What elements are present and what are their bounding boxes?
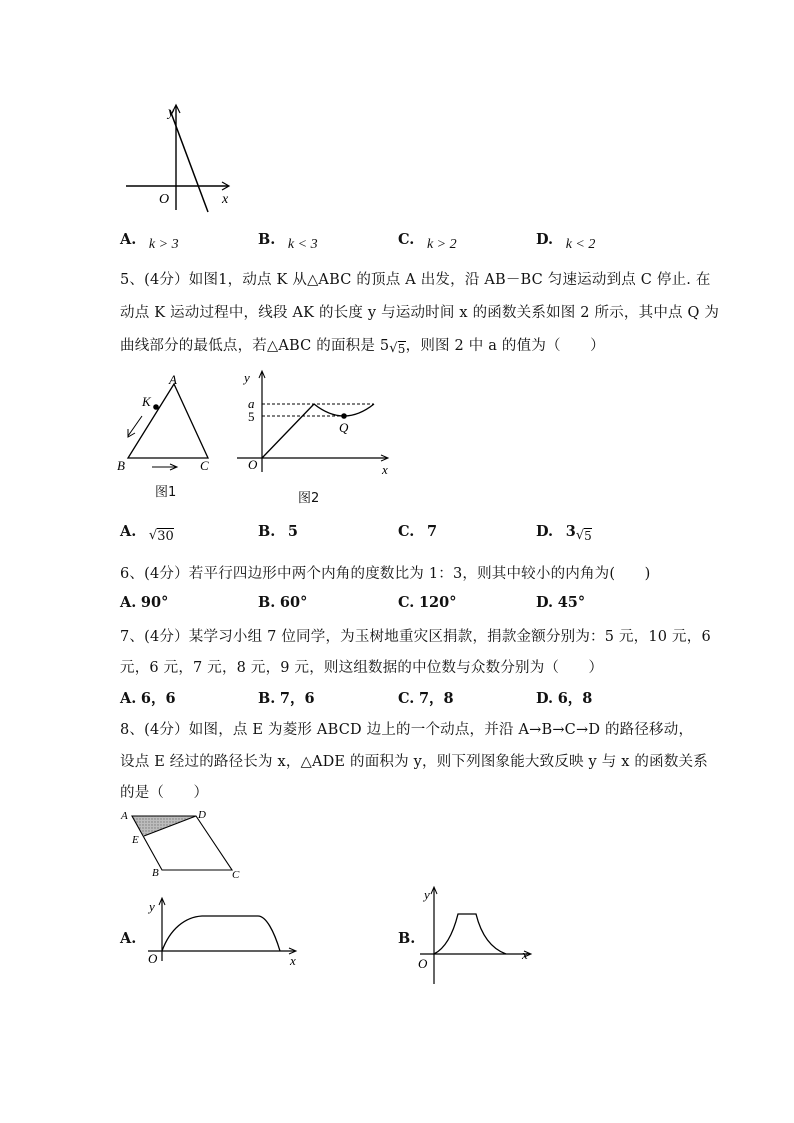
option-label: D. (536, 594, 554, 611)
q4-option-c[interactable] (398, 231, 457, 252)
option-text: 90° (140, 594, 169, 611)
q7-option-d[interactable] (536, 687, 592, 708)
rhombus-label-d: D (198, 809, 206, 821)
q5-figure-1-caption: 图1 (155, 485, 177, 500)
q6-option-b[interactable] (258, 594, 307, 611)
q7-option-c[interactable] (398, 687, 454, 708)
q7-option-b[interactable] (258, 687, 315, 708)
option-text: 120° (418, 594, 457, 611)
fig2-rising-line (262, 404, 314, 458)
q8-option-b-label[interactable]: B. (398, 930, 416, 947)
label-k: K (142, 394, 151, 409)
option-label: A. (120, 523, 137, 540)
fig2-y-label: y (244, 370, 250, 385)
fig2-o-label: O (248, 457, 258, 472)
q8-option-a-label[interactable]: A. (120, 930, 137, 947)
q5-option-c[interactable] (398, 523, 437, 540)
option-label: C. (398, 594, 415, 611)
rhombus-label-c: C (232, 869, 240, 881)
point-k (153, 404, 159, 410)
label-a: A (169, 372, 177, 387)
option-text: 6，6 (140, 690, 176, 707)
option-text: 6，8 (557, 690, 593, 707)
q4-graph (118, 100, 248, 215)
option-sqrt-text: 5 (584, 529, 592, 543)
label-c: C (200, 458, 209, 472)
option-label: C. (398, 523, 415, 540)
rhombus-label-e: E (132, 834, 139, 846)
option-label: D. (536, 690, 554, 707)
option-b-y-label: y (424, 887, 430, 902)
q8-option-b-graph[interactable] (412, 882, 547, 987)
option-text: 5 (287, 523, 299, 540)
q4-x-label: x (222, 192, 229, 207)
fig2-5-label: 5 (248, 409, 255, 424)
option-text: 3 (565, 523, 576, 540)
option-text: 45° (557, 594, 586, 611)
fig2-q-label: Q (339, 420, 349, 435)
option-b-x-label: x (522, 947, 528, 962)
q5-figure-2-caption: 图2 (298, 491, 320, 506)
option-label: C. (398, 690, 415, 707)
q5-option-a[interactable] (120, 523, 174, 544)
sqrt-symbol: √ (148, 528, 158, 543)
q4-origin-label: O (159, 192, 170, 207)
option-label: D. (536, 523, 554, 540)
option-text: k < 2 (565, 237, 596, 252)
q6-text-line-1: 6、(4分）若平行四边形中两个内角的度数比为 1：3，则其中较小的内角为( ) (120, 566, 651, 582)
option-label: B. (258, 690, 276, 707)
q5-text-line-2: 动点 K 运动过程中，线段 AK 的长度 y 与运动时间 x 的函数关系如图 2 所示，其中点 Q 为 (120, 305, 720, 321)
option-text: 7，6 (279, 690, 315, 707)
option-a-curve (162, 916, 280, 951)
option-label: A. (120, 594, 137, 611)
option-a-x-label: x (290, 953, 296, 968)
option-b-o-label: O (418, 956, 428, 971)
q8-text-line-1: 8、(4分）如图，点 E 为菱形 ABCD 边上的一个动点，并沿 A→B→C→D 的路径移动， (120, 722, 694, 738)
q4-option-a[interactable] (120, 231, 179, 252)
sqrt-symbol: √ (389, 341, 398, 356)
q8-text-line-2: 设点 E 经过的路径长为 x，△ADE 的面积为 y，则下列图象能大致反映 y 与 x 的函数关系 (120, 754, 708, 770)
option-label: D. (536, 231, 554, 248)
option-b-curve (434, 914, 506, 954)
q5-figure-2 (232, 366, 397, 478)
option-text: 60° (279, 594, 308, 611)
option-label: B. (258, 594, 276, 611)
q4-option-d[interactable] (536, 231, 596, 252)
option-text: k < 3 (287, 237, 318, 252)
fig2-a-label: a (248, 396, 255, 411)
q5-line3-part-b: ，则图 2 中 a 的值为（ ） (405, 338, 605, 354)
point-q (341, 413, 347, 419)
q8-rhombus-figure (118, 806, 248, 881)
q6-option-c[interactable] (398, 594, 456, 611)
rhombus-label-b: B (152, 867, 159, 879)
option-text: k > 3 (148, 237, 179, 252)
q4-y-label: y (168, 105, 175, 120)
q6-option-a[interactable] (120, 594, 168, 611)
option-label: B. (258, 523, 276, 540)
option-label: A. (120, 690, 137, 707)
q5-line3-part-a: 曲线部分的最低点，若△ABC 的面积是 5 (120, 338, 390, 354)
option-label: A. (120, 231, 137, 248)
q5-text-line-1: 5、(4分）如图1，动点 K 从△ABC 的顶点 A 出发，沿 AB－BC 匀速运动到点 C 停止. 在 (120, 272, 711, 288)
option-label: C. (398, 231, 415, 248)
rhombus-label-a: A (121, 810, 128, 822)
sqrt-symbol: √ (575, 528, 585, 543)
q4-option-b[interactable] (258, 231, 318, 252)
q7-option-a[interactable] (120, 687, 176, 708)
option-text: 7 (426, 523, 438, 540)
q5-text-line-3 (120, 334, 605, 355)
q5-line3-sqrt: 5 (397, 342, 406, 356)
fig2-x-label: x (382, 462, 388, 477)
q5-figure-1 (112, 370, 222, 472)
option-a-o-label: O (148, 951, 158, 966)
q8-option-a-graph[interactable] (140, 895, 310, 970)
q6-option-d[interactable] (536, 594, 585, 611)
option-text: k > 2 (426, 237, 457, 252)
triangle-abc (128, 384, 208, 458)
option-a-y-label: y (149, 899, 155, 914)
q7-text-line-2: 元，6 元，7 元，8 元，9 元，则这组数据的中位数与众数分别为（ ） (120, 660, 604, 676)
option-text: 7，8 (418, 690, 454, 707)
option-text: 30 (157, 529, 174, 544)
q7-text-line-1: 7、(4分）某学习小组 7 位同学，为玉树地重灾区捐款，捐款金额分别为：5 元，10 元，6 (120, 629, 711, 645)
label-b: B (117, 458, 125, 472)
q5-option-b[interactable] (258, 523, 298, 540)
option-label: B. (258, 231, 276, 248)
q5-option-d[interactable] (536, 523, 592, 543)
q8-text-line-3: 的是（ ） (120, 785, 209, 801)
